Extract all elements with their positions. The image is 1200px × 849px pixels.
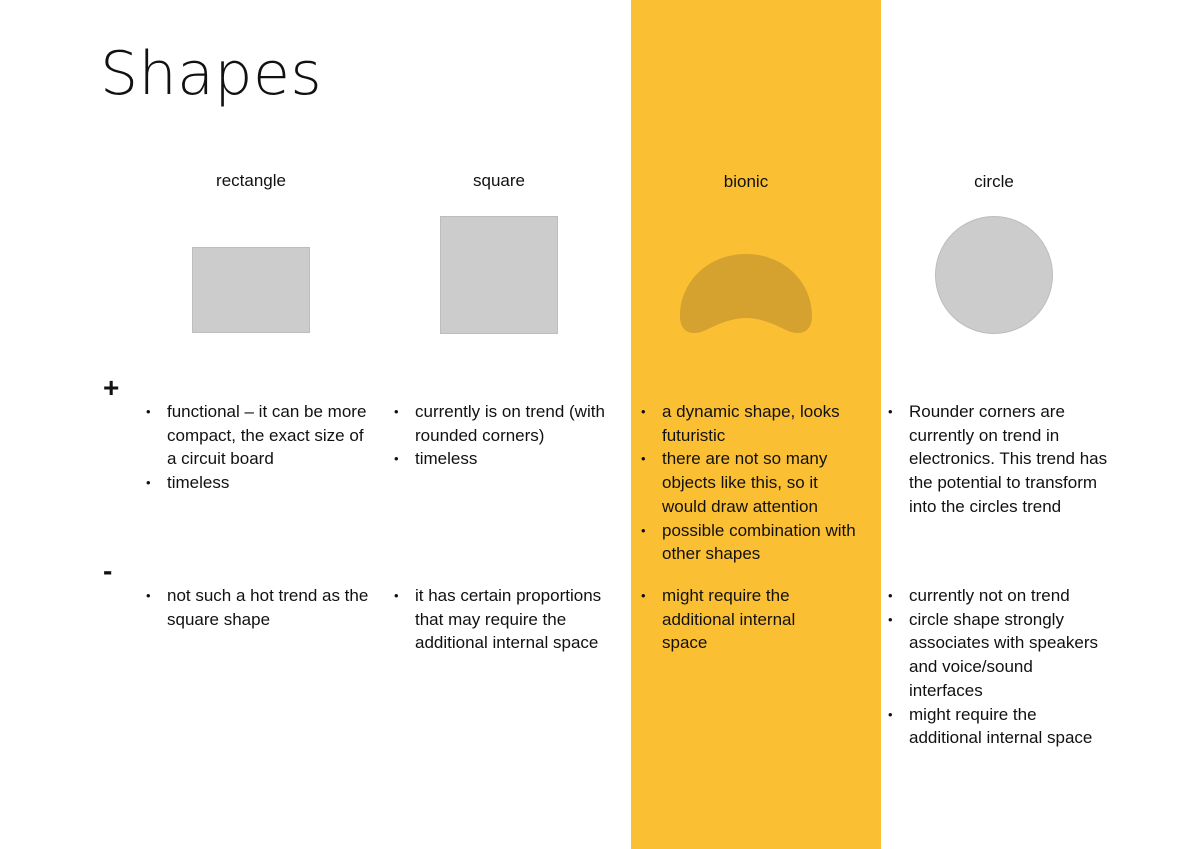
column-label-bionic: bionic [723,172,769,191]
list-item: • Rounder corners are currently on trend in electronics. This trend has the potential to transform into the circles trend [888,400,1110,519]
pros-list-circle [888,400,1110,519]
list-item: • possible combination with other shapes [641,519,867,566]
cons-sign: - [103,555,113,586]
pros-sign: + [103,372,120,403]
bionic-shape-path [680,254,812,333]
list-item: • currently not on trend [888,584,1110,608]
page-title: Shapes [100,39,323,109]
rectangle-shape-icon [192,247,310,333]
cons-list-rectangle [146,584,374,631]
bionic-shape-icon [678,252,814,336]
list-item: • functional – it can be more compact, the exact size of a circuit board [146,400,368,471]
list-item: • might require the additional internal space [641,584,841,655]
pros-list-bionic [641,400,867,566]
square-shape-icon [440,216,558,334]
list-item: • there are not so many objects like this, so it would draw attention [641,447,867,518]
cons-list-circle [888,584,1110,750]
list-item: • timeless [394,447,626,471]
pros-list-square [394,400,626,471]
list-item: • a dynamic shape, looks futuristic [641,400,867,447]
pros-list-rectangle [146,400,368,495]
list-item: • might require the additional internal space [888,703,1110,750]
cons-list-bionic [641,584,841,655]
cons-list-square [394,584,616,655]
column-label-square: square [473,171,525,190]
list-item: • circle shape strongly associates with speakers and voice/sound interfaces [888,608,1110,703]
circle-shape-icon [935,216,1053,334]
column-label-rectangle: rectangle [216,171,286,190]
list-item: • not such a hot trend as the square shape [146,584,374,631]
list-item: • it has certain proportions that may require the additional internal space [394,584,616,655]
list-item: • timeless [146,471,368,495]
list-item: • currently is on trend (with rounded corners) [394,400,626,447]
column-label-circle: circle [974,172,1014,191]
